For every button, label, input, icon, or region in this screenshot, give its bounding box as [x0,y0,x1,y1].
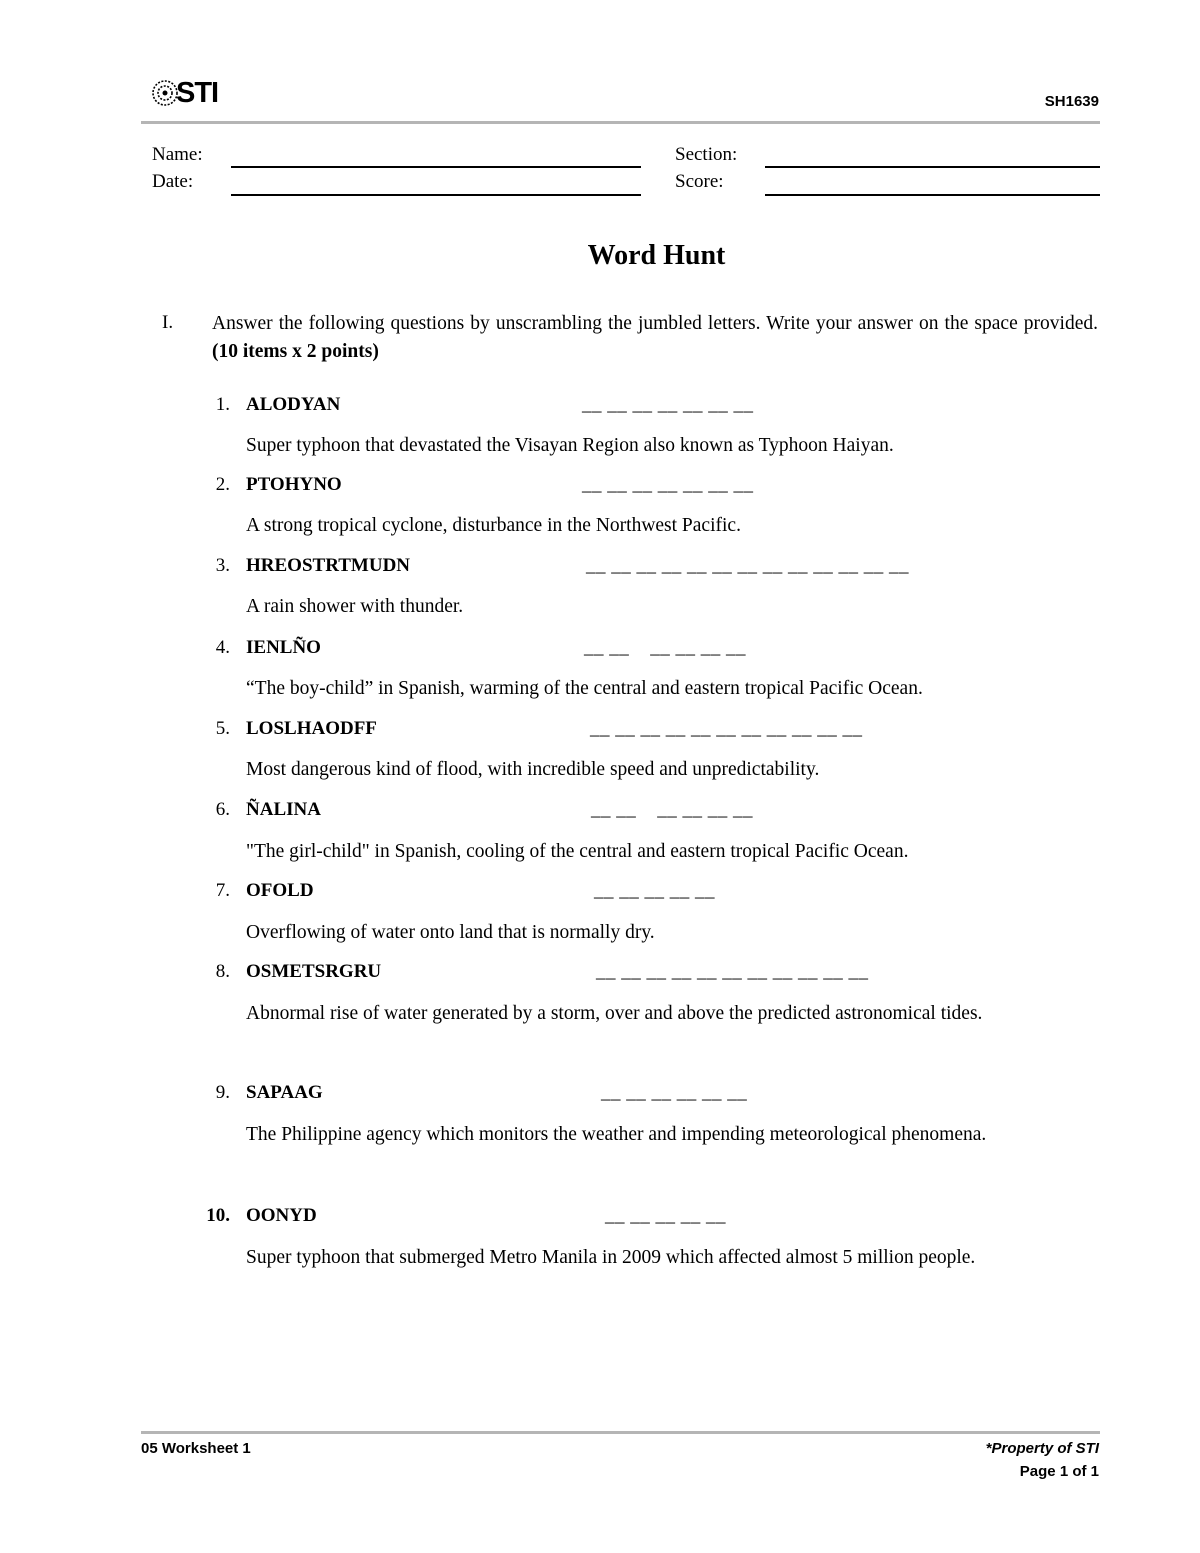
answer-blanks[interactable]: __ __ __ __ __ [605,1205,726,1226]
item-clue: Super typhoon that devastated the Visayan Region also known as Typhoon Haiyan. [246,435,894,456]
scrambled-word: PTOHYNO [246,474,342,495]
answer-blanks[interactable]: __ __ __ __ __ __ __ __ __ __ __ [596,961,869,982]
logo-text: STI [176,76,219,109]
item-clue: Super typhoon that submerged Metro Manila in 2009 which affected almost 5 million people. [246,1247,976,1268]
item-number: 8. [215,961,230,982]
item-clue: Most dangerous kind of flood, with incredible speed and unpredictability. [246,759,820,780]
answer-blanks[interactable]: __ __ __ __ __ __ [584,637,746,658]
item-number: 9. [215,1082,230,1103]
item-number: 10. [206,1205,230,1226]
section-label: Section: [675,144,738,165]
footer-divider [141,1431,1100,1434]
answer-blanks[interactable]: __ __ __ __ __ __ [591,799,753,820]
scrambled-word: ALODYAN [246,394,341,415]
item-clue: Overflowing of water onto land that is normally dry. [246,922,655,943]
footer-property-note: *Property of STI [985,1440,1099,1457]
instructions [212,310,1098,366]
footer-worksheet-label: 05 Worksheet 1 [141,1440,251,1457]
item-number: 6. [215,799,230,820]
worksheet-title: Word Hunt [587,240,726,271]
document-code: SH1639 [1044,93,1099,110]
item-clue: The Philippine agency which monitors the weather and impending meteorological phenomena. [246,1124,987,1145]
section-numeral: I. [162,312,174,333]
points-note: (10 items x 2 points) [212,341,379,362]
item-number: 1. [215,394,230,415]
item-number: 5. [215,718,230,739]
page-number: Page 1 of 1 [1019,1463,1099,1480]
scrambled-word: ÑALINA [246,799,321,820]
score-field[interactable] [765,194,1100,196]
item-number: 3. [215,555,230,576]
scrambled-word: OFOLD [246,880,314,901]
scrambled-word: HREOSTRTMUDN [246,555,411,576]
answer-blanks[interactable]: __ __ __ __ __ __ [601,1082,748,1103]
sti-logo [152,76,218,110]
globe-logo-icon [152,80,178,106]
name-field[interactable] [231,166,641,168]
answer-blanks[interactable]: __ __ __ __ __ __ __ __ __ __ __ __ __ [586,555,909,576]
name-label: Name: [152,144,203,165]
answer-blanks[interactable]: __ __ __ __ __ __ __ __ __ __ __ [590,718,863,739]
scrambled-word: LOSLHAODFF [246,718,377,739]
answer-blanks[interactable]: __ __ __ __ __ __ __ [582,474,754,495]
item-number: 2. [215,474,230,495]
header-divider [141,121,1100,124]
date-field[interactable] [231,194,641,196]
item-clue: Abnormal rise of water generated by a storm, over and above the predicted astronomical tides. [246,1003,983,1024]
item-number: 4. [215,637,230,658]
item-clue: A rain shower with thunder. [246,596,464,617]
scrambled-word: IENLÑO [246,637,321,658]
scrambled-word: OONYD [246,1205,317,1226]
item-clue: “The boy-child” in Spanish, warming of the central and eastern tropical Pacific Ocean. [246,678,923,699]
answer-blanks[interactable]: __ __ __ __ __ [594,880,715,901]
instruction-text: Answer the following questions by unscrambling the jumbled letters. Write your answer on the space provided. [212,313,1098,334]
answer-blanks[interactable]: __ __ __ __ __ __ __ [582,394,754,415]
scrambled-word: SAPAAG [246,1082,323,1103]
item-clue: "The girl-child" in Spanish, cooling of the central and eastern tropical Pacific Ocean. [246,841,909,862]
scrambled-word: OSMETSRGRU [246,961,382,982]
score-label: Score: [675,171,724,192]
date-label: Date: [152,171,194,192]
item-number: 7. [215,880,230,901]
section-field[interactable] [765,166,1100,168]
item-clue: A strong tropical cyclone, disturbance in the Northwest Pacific. [246,515,741,536]
